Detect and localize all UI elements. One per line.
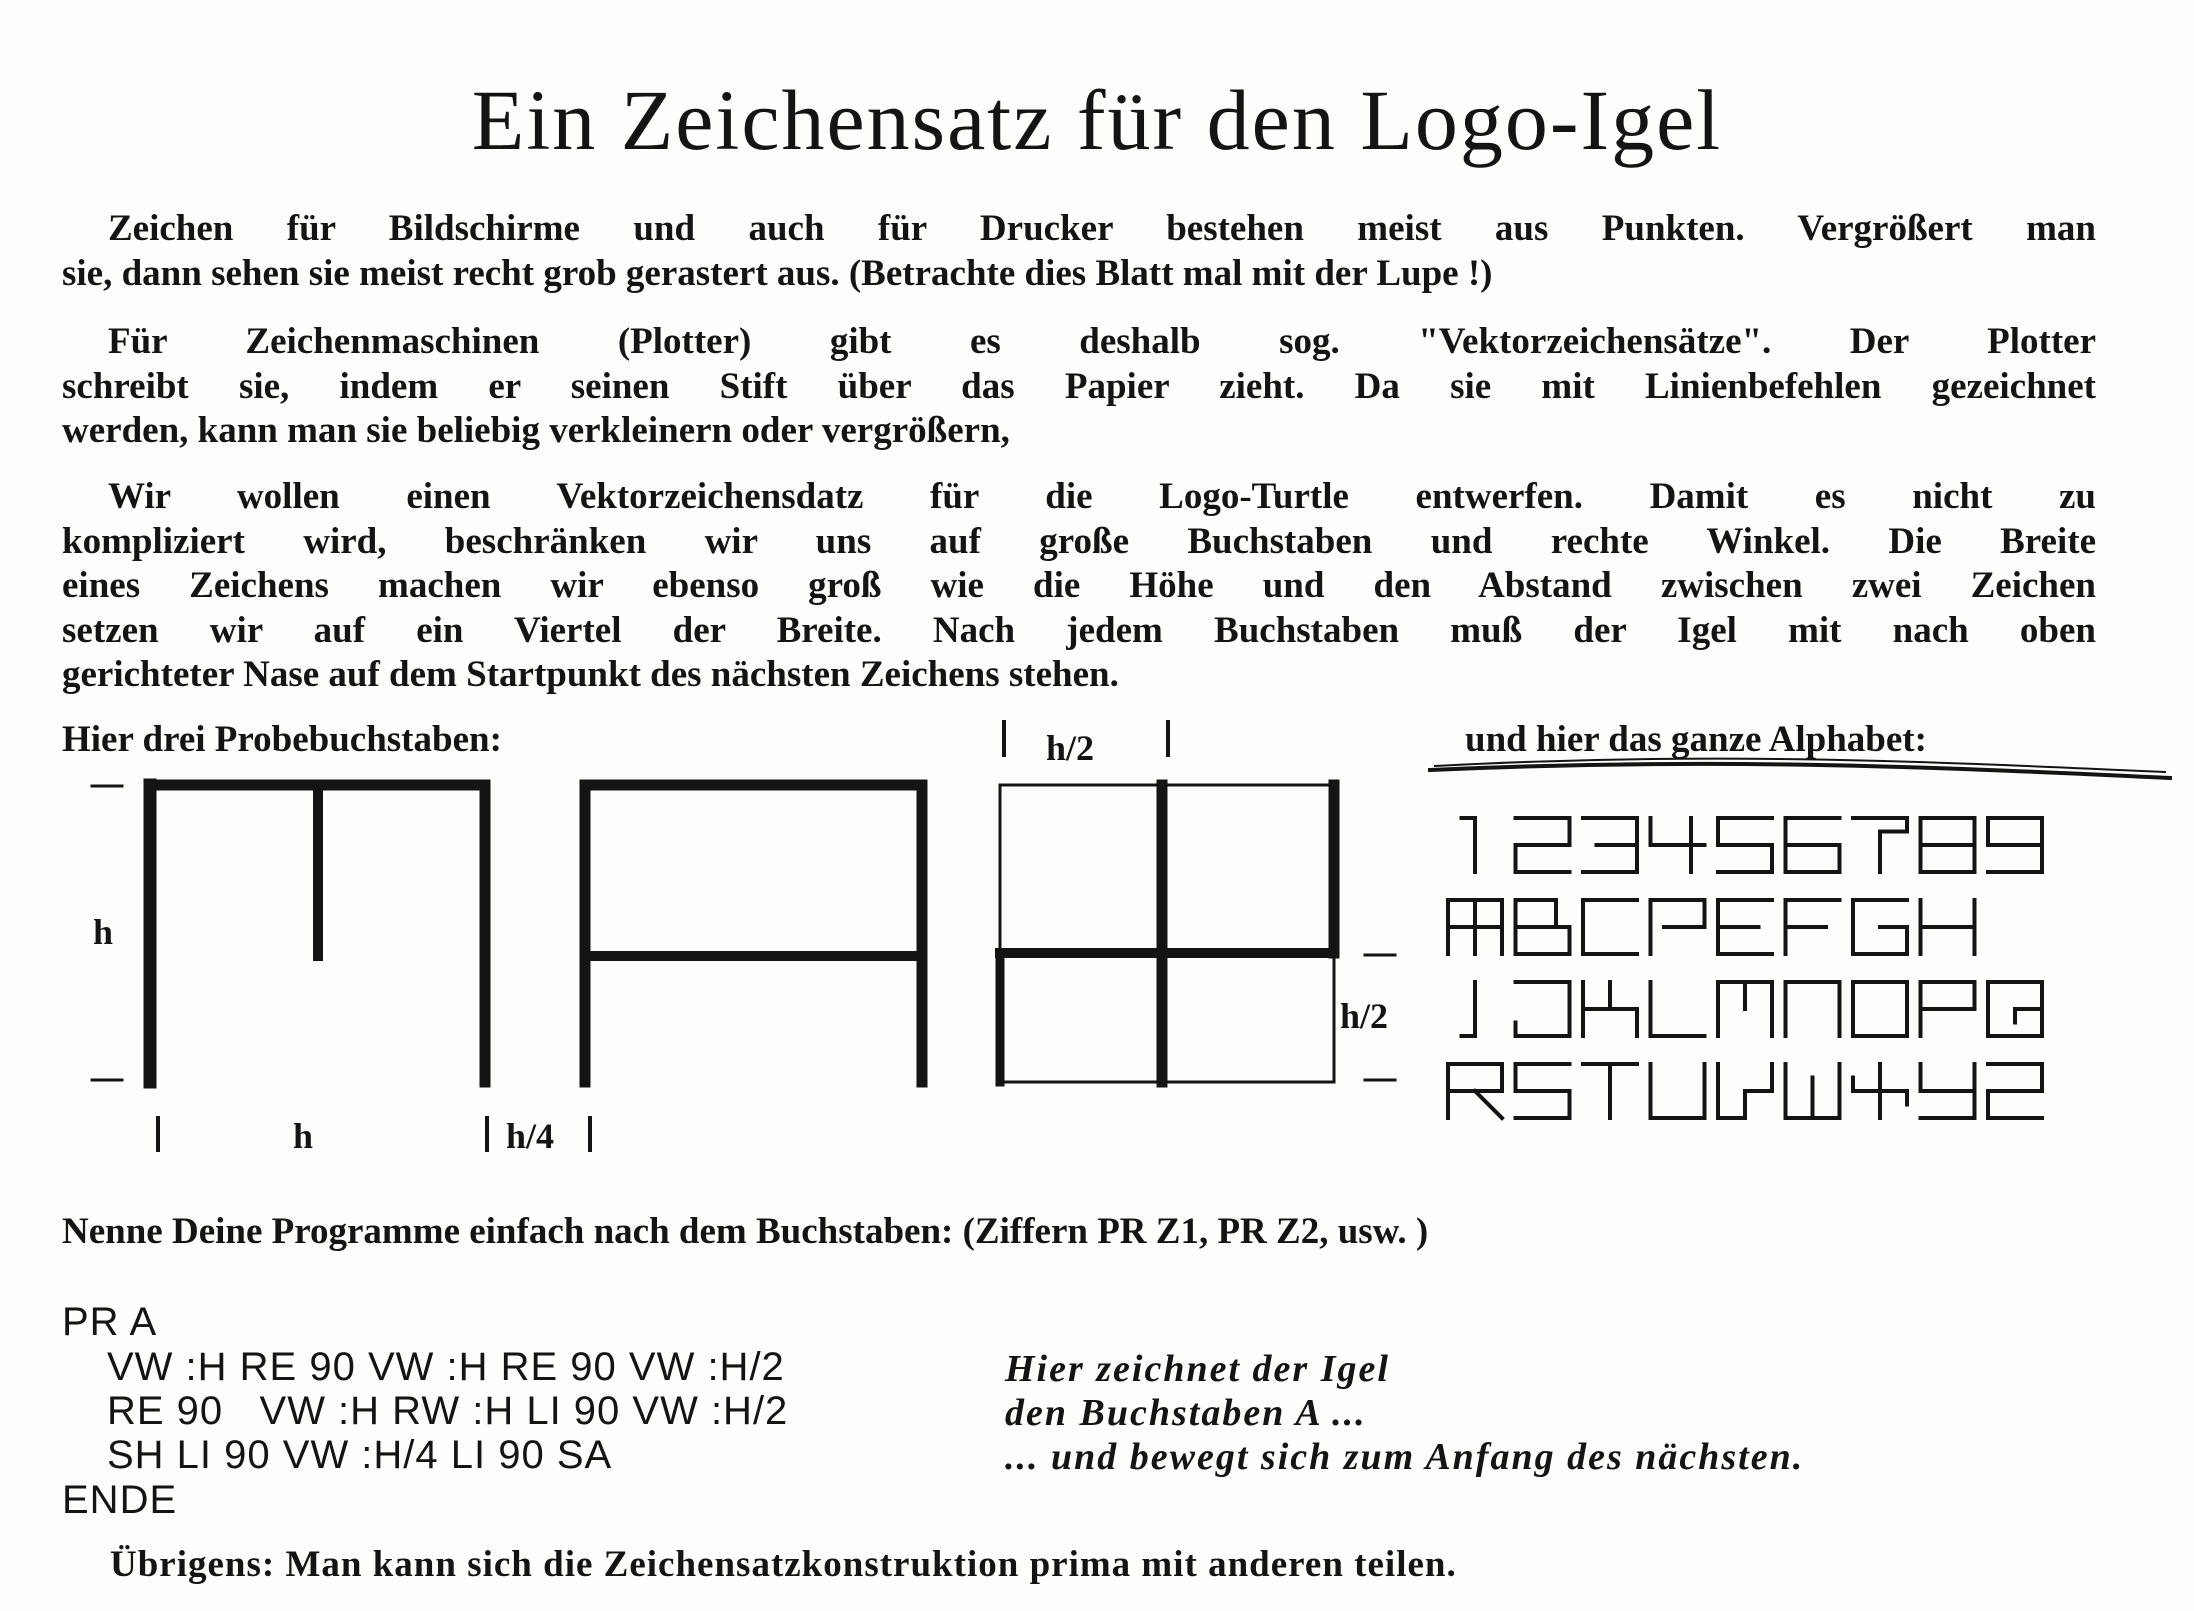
- glyph-m: [1718, 982, 1772, 1036]
- paragraph-line: schreibt sie, indem er seinen Stift über das Papier zieht. Da sie mit Linienbefehlen gezeichnet: [62, 365, 2096, 407]
- code-line-1: VW :H RE 90 VW :H RE 90 VW :H/2: [107, 1345, 785, 1389]
- paragraph-line: werden, kann man sie beliebig verkleinern oder vergrößern,: [62, 410, 1010, 451]
- glyph-k: [1583, 982, 1637, 1036]
- dim-h-quarter: h/4: [506, 1116, 555, 1156]
- comment-line-1: Hier zeichnet der Igel: [1005, 1348, 1390, 1390]
- glyph-z: [1988, 1064, 2042, 1118]
- glyph-h: [1921, 900, 1975, 954]
- glyph-l: [1651, 982, 1705, 1036]
- glyph-j: [1516, 982, 1570, 1036]
- dim-h-half-top: h/2: [1046, 728, 1095, 768]
- dim-h-half-right: h/2: [1340, 996, 1389, 1036]
- glyph-p: [1921, 982, 1975, 1036]
- paragraph-line: eines Zeichens machen wir ebenso groß wie die Höhe und den Abstand zwischen zwei Zeichen: [62, 565, 2096, 606]
- paragraph-line: sie, dann sehen sie meist recht grob gerastert aus. (Betrachte dies Blatt mal mit der Lupe !): [62, 252, 1493, 294]
- code-line-3: SH LI 90 VW :H/4 LI 90 SA: [107, 1433, 613, 1477]
- glyph-9: [1988, 818, 2042, 872]
- glyph-4: [1651, 818, 1705, 872]
- code-footer: ENDE: [62, 1478, 178, 1522]
- naming-line: Nenne Deine Programme einfach nach dem Buchstaben: (Ziffern PR Z1, PR Z2, usw. ): [62, 1211, 1429, 1252]
- glyph-1: [1462, 818, 1476, 872]
- glyph-2: [1516, 818, 1570, 872]
- glyph-r: [1448, 1064, 1502, 1118]
- closing-line: Übrigens: Man kann sich die Zeichensatzkonstruktion prima mit anderen teilen.: [110, 1544, 1457, 1585]
- glyph-v: [1718, 1064, 1772, 1118]
- glyph-i: [1462, 982, 1476, 1036]
- dim-h-bottom: h: [293, 1116, 314, 1156]
- glyph-x: [1853, 1064, 1907, 1118]
- paragraph-line: Zeichen für Bildschirme und auch für Drucker bestehen meist aus Punkten. Vergrößert man: [108, 208, 2096, 249]
- comment-line-2: den Buchstaben A ...: [1005, 1392, 1367, 1434]
- page-title: Ein Zeichensatz für den Logo-Igel: [471, 72, 1723, 168]
- glyph-q: [1988, 982, 2042, 1036]
- glyph-n: [1786, 982, 1840, 1036]
- code-line-2: RE 90 VW :H RW :H LI 90 VW :H/2: [107, 1389, 789, 1433]
- glyph-a: [1448, 900, 1502, 954]
- paragraph-line: Wir wollen einen Vektorzeichensdatz für die Logo-Turtle entwerfen. Damit es nicht zu: [108, 476, 2096, 517]
- glyph-y: [1921, 1064, 1975, 1118]
- samples-label: Hier drei Probebuchstaben:: [62, 719, 502, 760]
- glyph-s: [1516, 1064, 1570, 1118]
- glyph-5: [1718, 818, 1772, 872]
- paragraph-line: gerichteter Nase auf dem Startpunkt des nächsten Zeichens stehen.: [62, 654, 1119, 695]
- alphabet-label: und hier das ganze Alphabet:: [1465, 719, 1927, 760]
- glyph-e: [1718, 900, 1772, 954]
- glyph-w: [1786, 1064, 1840, 1118]
- glyph-3: [1583, 818, 1637, 872]
- glyph-b: [1516, 900, 1570, 954]
- glyph-f: [1786, 900, 1840, 954]
- glyph-u: [1651, 1064, 1705, 1118]
- glyph-c: [1583, 900, 1637, 954]
- glyph-6: [1786, 818, 1840, 872]
- glyph-d: [1651, 900, 1705, 954]
- glyph-7: [1853, 818, 1907, 872]
- paragraph-line: kompliziert wird, beschränken wir uns auf große Buchstaben und rechte Winkel. Die Breite: [62, 520, 2096, 562]
- paragraph-line: setzen wir auf ein Viertel der Breite. Nach jedem Buchstaben muß der Igel mit nach oben: [62, 609, 2096, 651]
- glyph-t: [1583, 1064, 1637, 1118]
- dim-h-left: h: [93, 912, 114, 952]
- comment-line-3: ... und bewegt sich zum Anfang des nächsten.: [1005, 1436, 1805, 1478]
- glyph-o: [1853, 982, 1907, 1036]
- code-header: PR A: [62, 1300, 158, 1344]
- paragraph-line: Für Zeichenmaschinen (Plotter) gibt es deshalb sog. "Vektorzeichensätze". Der Plotter: [108, 321, 2096, 362]
- glyph-8: [1921, 818, 1975, 872]
- glyph-g: [1853, 900, 1907, 954]
